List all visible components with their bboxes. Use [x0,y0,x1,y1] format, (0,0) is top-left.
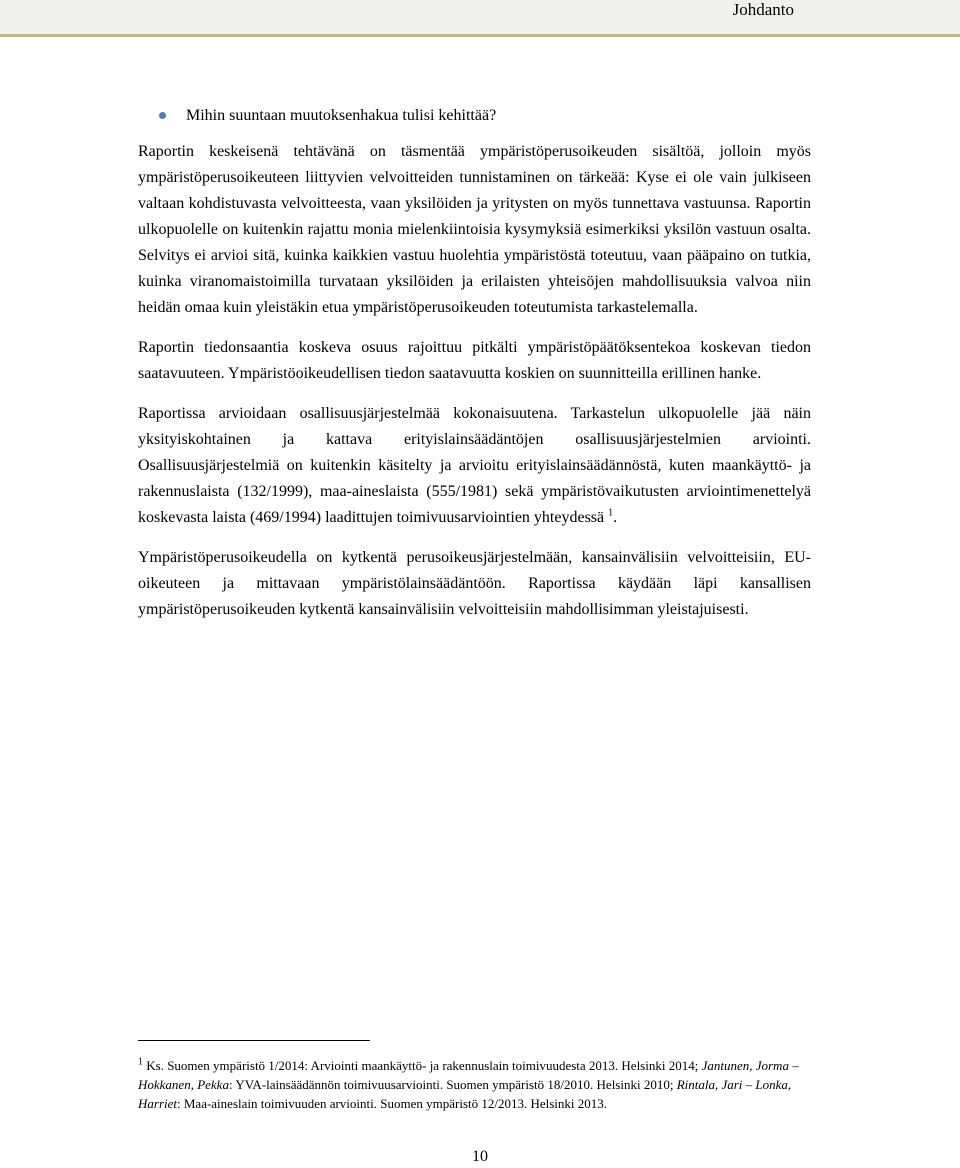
page-number: 10 [472,1148,488,1165]
footnote-text: : Maa-aineslain toimivuuden arviointi. Suomen ympäristö 12/2013. Helsinki 2013. [177,1096,608,1111]
paragraph: Ympäristöperusoikeudella on kytkentä perusoikeusjärjestelmään, kansainvälisiin velvoitteisiin, EU-oikeuteen ja mittavaan ympäristölainsäädäntöön. Raportissa käydään läpi kansallisen ympäristöperusoikeuden kytkentä kansainvälisiin velvoitteisiin mahdollisimman yleistajuisesti. [138,549,811,618]
paragraph-text: Raportissa arvioidaan osallisuusjärjestelmää kokonaisuutena. Tarkastelun ulkopuolelle jää näin yksityiskohtainen ja kattava erityislainsäädäntöjen osallisuusjärjestelmien arviointi. Osallisuusjärjestelmiä on kuitenkin käsitelty ja arvioitu erityislainsäädännöstä, kuten maankäyttö- ja rakennuslaista (132/1999), maa-aineslaista (555/1981) sekä ympäristövaikutusten arviointimenettelyä koskevasta laista (469/1994) laadittujen toimivuusarviointien yhteydessä [138,405,811,526]
bullet-dot-icon [159,112,166,119]
paragraph: Raportin keskeisenä tehtävänä on täsmentää ympäristöperusoikeuden sisältöä, jolloin myös ympäristöperusoikeuteen liittyvien velvoitteiden tunnistaminen on tärkeää: Kyse ei ole vain julkiseen valtaan kohdistuvasta velvoitteesta, vaan yksilöiden ja yritysten on myös tunnettava vastuunsa. Raportin ulkopuolelle on kuitenkin rajattu monia mielenkiintoisia kysymyksiä esimerkiksi yksilön vastuun osalta. Selvitys ei arvioi sitä, kuinka kaikkien vastuu huolehtia ympäristöstä toteutuu, vaan pääpaino on tutkia, kuinka viranomaistoimilla turvataan yksilöiden ja erilaisten yhteisöjen mahdollisuuksia valvoa niin heidän omaa kuin yleistäkin etua ympäristöperusoikeuden toteutumista tarkastelemalla. [138,143,811,316]
footnote-reference[interactable]: 1 [608,507,614,519]
footnote-text: Ks. Suomen ympäristö 1/2014: Arviointi maankäyttö- ja rakennuslain toimivuudesta 2013. Helsinki 2014; [143,1058,702,1073]
footnote-authors: Jantunen, Jorma – Hokkanen, Pekka [138,1058,799,1092]
paragraph-text-end: . [613,509,618,526]
footnote-authors: Rintala, Jari – Lonka, Harriet [138,1077,792,1111]
bullet-item [186,104,496,128]
paragraph [138,401,811,531]
footnote [138,1056,811,1113]
footnote-text: : YVA-lainsäädännön toimivuusarviointi. Suomen ympäristö 18/2010. Helsinki 2010; [228,1077,677,1092]
paragraph: Raportin tiedonsaantia koskeva osuus rajoittuu pitkälti ympäristöpäätöksentekoa koskevan tiedon saatavuuteen. Ympäristöoikeudellisen tiedon saatavuutta koskien on suunnitteilla erillinen hanke. [138,339,811,382]
bullet-text: Mihin suuntaan muutoksenhakua tulisi kehittää? [186,107,497,124]
main-text [138,139,811,637]
page-header [0,0,960,37]
header-title: Johdanto [732,0,794,19]
footnote-separator [138,1040,370,1041]
footnote-mark: 1 [138,1056,143,1068]
